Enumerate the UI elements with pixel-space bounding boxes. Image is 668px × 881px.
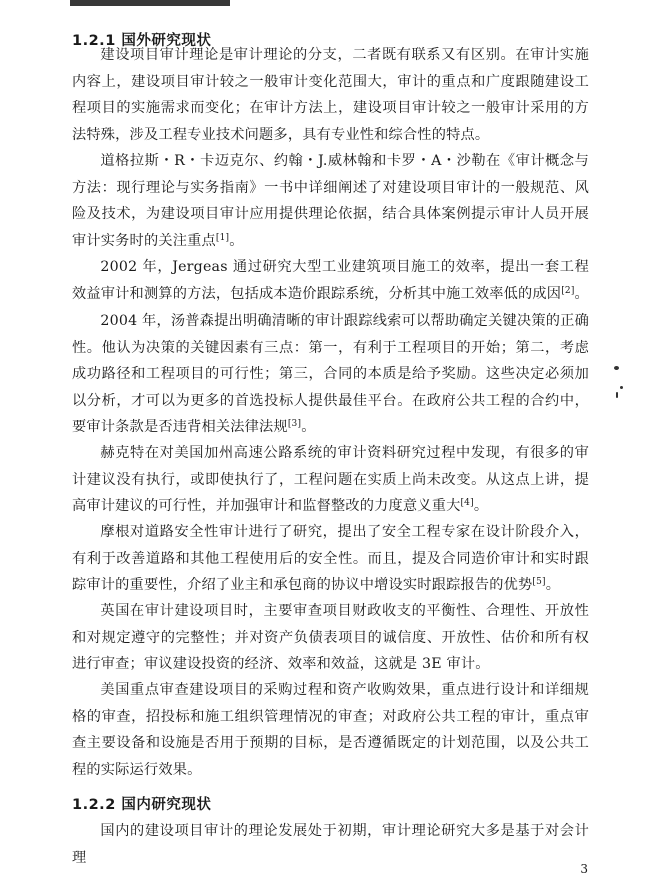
citation-ref[interactable]: [3] xyxy=(287,419,302,430)
page-number: 3 xyxy=(580,862,588,876)
paragraph: 建设项目审计理论是审计理论的分支，二者既有联系又有区别。在审计实施内容上，建设项目审计较之一般审计变化范围大，审计的重点和广度跟随建设工程项目的实施需求而变化；在审计方法上，建设项目审计较之一般审计采用的方法特殊，涉及工程专业技术问题多，具有专业性和综合性的特点。 xyxy=(72,47,589,143)
citation-ref[interactable]: [5] xyxy=(532,577,546,588)
citation-ref[interactable]: [1] xyxy=(215,232,230,243)
paragraph: 2002 年，Jergeas 通过研究大型工业建筑项目施工的效率，提出一套工程效益审计和测算的方法，包括成本造价跟踪系统，分析其中施工效率低的成因[2]。 xyxy=(72,259,589,302)
paragraph: 英国在审计建设项目时，主要审查项目财政收支的平衡性、合理性、开放性和对规定遵守的完整性；并对资产负债表项目的诚信度、开放性、估价和所有权进行审查；审议建设投资的经济、效率和效益，这就是 3E 审计。 xyxy=(72,603,589,673)
citation-ref[interactable]: [2] xyxy=(561,285,575,296)
scan-speck xyxy=(616,392,618,398)
paragraph: 赫克特在对美国加州高速公路系统的审计资料研究过程中发现，有很多的审计建议没有执行，或即使执行了，工程问题在实质上尚未改变。从这点上讲，提高审计建议的可行性，并加强审计和监督整改的力度意义重大[4]。 xyxy=(72,445,589,515)
cropped-previous-line xyxy=(70,0,230,6)
section-heading-foreign: 1.2.1 国外研究现状 xyxy=(72,33,212,49)
paragraph: 摩根对道路安全性审计进行了研究，提出了安全工程专家在设计阶段介入，有利于改善道路和其他工程使用后的安全性。而且，提及合同造价审计和实时跟踪审计的重要性，介绍了业主和承包商的协议中增设实时跟踪报告的优势[5]。 xyxy=(72,524,589,594)
paragraph: 2004 年，汤普森提出明确清晰的审计跟踪线索可以帮助确定关键决策的正确性。他认为决策的关键因素有三点：第一，有利于工程项目的开始；第二，考虑成功路径和工程项目的可行性；第三，合同的本质是给予奖励。这些决定必须加以分析，才可以为更多的首选投标人提供最佳平台。在政府公共工程的合约中，要审计条款是否违背相关法律法规[3]。 xyxy=(72,313,589,436)
scan-speck xyxy=(620,386,623,389)
scan-speck xyxy=(614,366,619,370)
paragraph: 美国重点审查建设项目的采购过程和资产收购效果，重点进行设计和详细规格的审查，招投标和施工组织管理情况的审查；对政府公共工程的审计，重点审查主要设备和设施是否用于预期的目标，是否遵循既定的计划范围，以及公共工程的实际运行效果。 xyxy=(72,682,589,778)
section-heading-domestic: 1.2.2 国内研究现状 xyxy=(72,797,212,813)
citation-ref[interactable]: [4] xyxy=(460,498,474,509)
paragraph: 国内的建设项目审计的理论发展处于初期，审计理论研究大多是基于对会计理 xyxy=(72,823,589,866)
paragraph: 道格拉斯・R・卡迈克尔、约翰・J.威林翰和卡罗・A・沙勒在《审计概念与方法：现行理论与实务指南》一书中详细阐述了对建设项目审计的一般规范、风险及技术，为建设项目审计应用提供理论依据，结合具体案例提示审计人员开展审计实务时的关注重点[1]。 xyxy=(72,153,589,249)
